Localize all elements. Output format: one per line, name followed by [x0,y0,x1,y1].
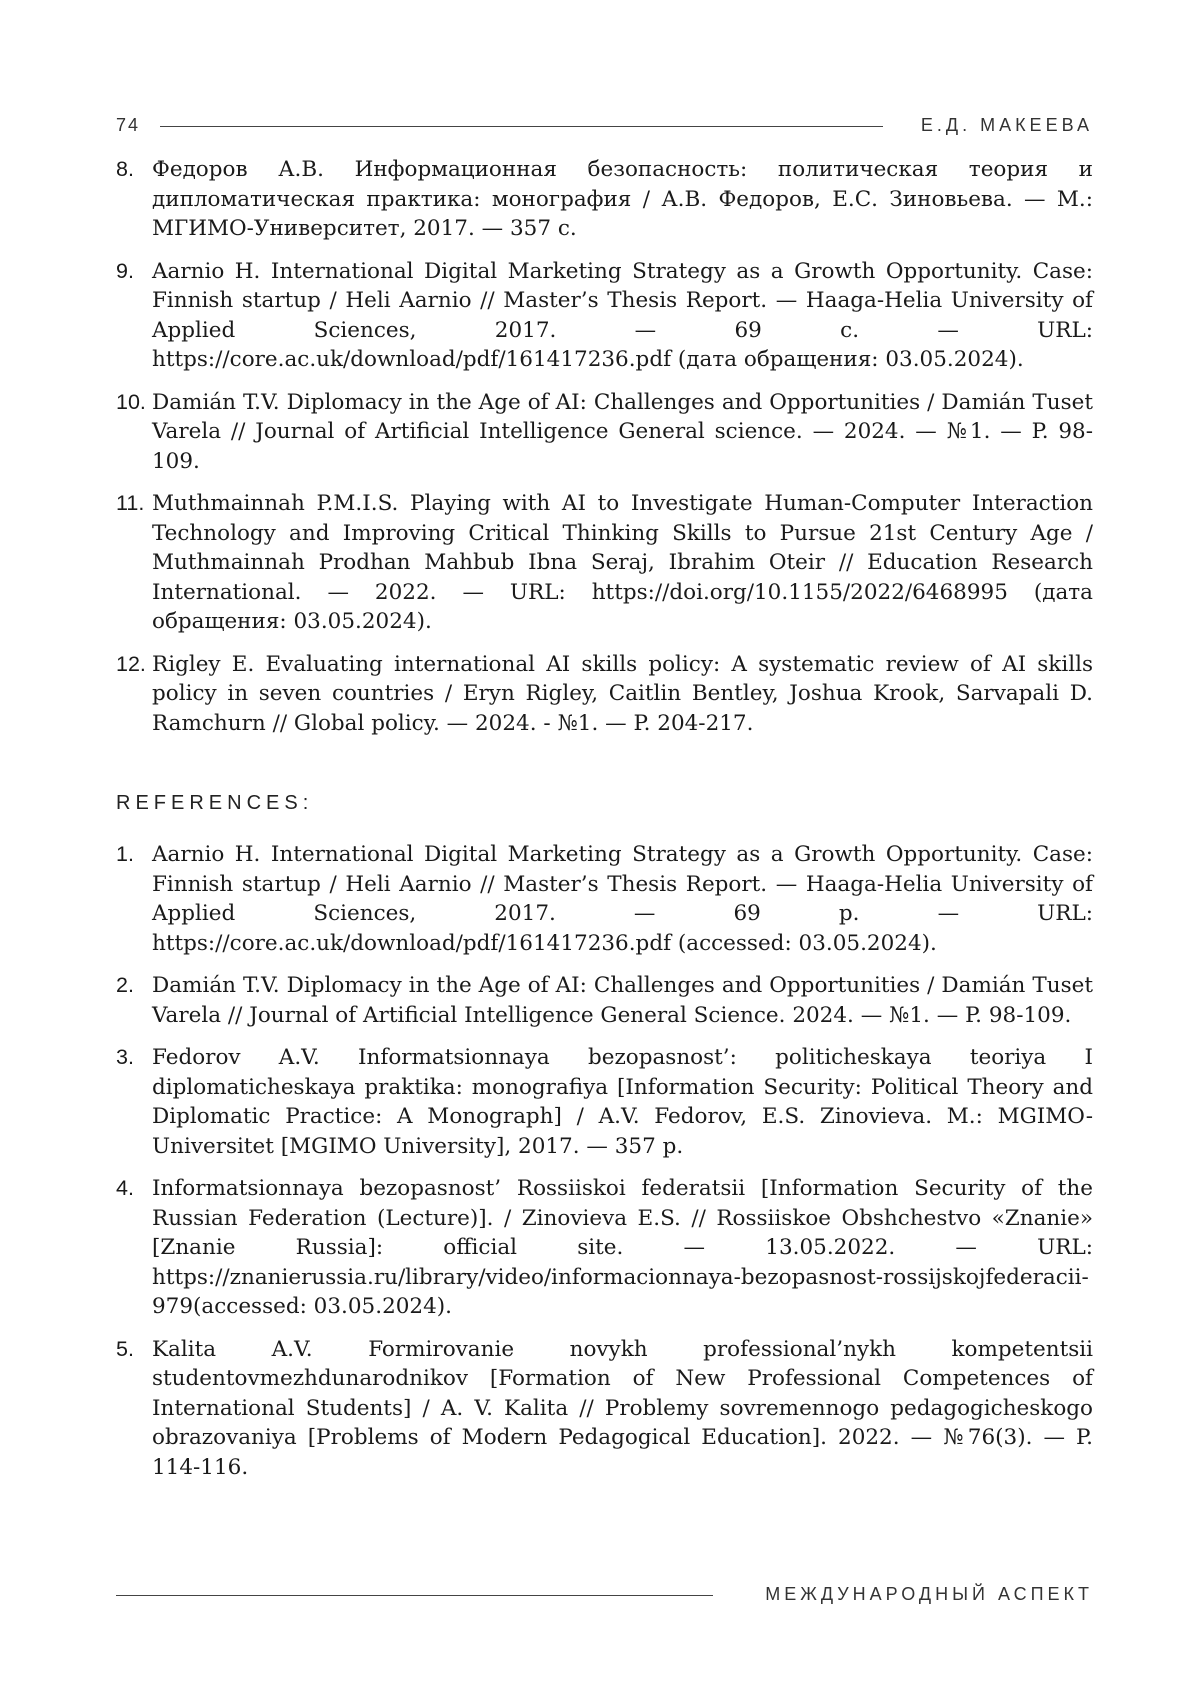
reference-text: Informatsionnaya bezopasnost’ Rossiiskoi federatsii [Information Security of the Russian Federation (Lecture)]. / Zinovieva E.S. // Rossiiskoe Obshchestvo «Znanie» [Znanie Russia]: official site. — 13.05.2022. — URL: https://znanierussia.ru/library/video/informacionnaya-bezopasnost-rossijskojfederacii-979(accessed: 03.05.2024). [152,1176,1093,1319]
reference-text: Kalita A.V. Formirovanie novykh professional’nykh kompetentsii studentovmezhdunarodnikov [Formation of New Professional Competences of International Students] / A. V. Kalita // Problemy sovremennogo pedagogicheskogo obrazovaniya [Problems of Modern Pedagogical Education]. 2022. — №76(3). — P. 114-116. [152,1336,1093,1480]
reference-item [116,1043,1093,1161]
reference-list-english [116,840,1093,1495]
references-section-title: REFERENCES: [116,792,314,814]
reference-number: 12. [116,651,146,676]
reference-number: 9. [116,258,134,283]
reference-number: 3. [116,1045,134,1069]
reference-text: Damián T.V. Diplomacy in the Age of AI: Challenges and Opportunities / Damián Tuset Varela // Journal of Artificial Intelligence General science. — 2024. — №1. — P. 98-109. [152,389,1093,474]
reference-text: Aarnio H. International Digital Marketing Strategy as a Growth Opportunity. Case: Finnish startup / Heli Aarnio // Master’s Thesis Report. — Haaga-Helia University of Applied Sciences, 2017. — 69 p. — URL: https://core.ac.uk/download/pdf/161417236.pdf (accessed: 03.05.2024). [152,842,1093,956]
reference-number: 8. [116,157,134,181]
reference-text: Aarnio H. International Digital Marketing Strategy as a Growth Opportunity. Case: Finnish startup / Heli Aarnio // Master’s Thesis Report. — Haaga-Helia University of Applied Sciences, 2017. — 69 с. — URL: https://core.ac.uk/download/pdf/161417236.pdf (дата обращения: 03.05.2024). [152,258,1093,372]
reference-item [116,388,1093,477]
reference-number: 11. [116,491,145,515]
reference-number: 10. [116,389,146,414]
reference-number: 1. [116,842,134,866]
reference-text: Федоров А.В. Информационная безопасность: политическая теория и дипломатическая практика: монография / А.В. Федоров, Е.С. Зиновьева. — М.: МГИМО-Университет, 2017. — 357 с. [152,157,1093,241]
reference-number: 2. [116,973,134,997]
reference-text: Damián T.V. Diplomacy in the Age of AI: Challenges and Opportunities / Damián Tuset Varela // Journal of Artificial Intelligence General Science. 2024. — №1. — P. 98-109. [152,973,1093,1028]
reference-item [116,1174,1093,1322]
footer-divider [116,1595,713,1596]
running-header [116,112,1093,142]
reference-list-russian [116,155,1093,751]
reference-number: 4. [116,1176,134,1200]
page-number: 74 [116,115,141,135]
reference-text: Fedorov A.V. Informatsionnaya bezopasnost’: politicheskaya teoriya I diplomaticheskaya praktika: monografiya [Information Security: Political Theory and Diplomatic Practice: A Monograph] / A.V. Fedorov, E.S. Zinovieva. M.: MGIMO-Universitet [MGIMO University], 2017. — 357 p. [152,1045,1093,1159]
reference-item [116,155,1093,244]
reference-text: Muthmainnah P.M.I.S. Playing with AI to Investigate Human-Computer Interaction Technology and Improving Critical Thinking Skills to Pursue 21st Century Age / Muthmainnah Prodhan Mahbub Ibna Seraj, Ibrahim Oteir // Education Research International. — 2022. — URL: https://doi.org/10.1155/2022/6468995 (дата обращения: 03.05.2024). [152,491,1093,634]
reference-item [116,257,1093,375]
header-divider [160,126,883,127]
running-header-author: Е.Д. МАКЕЕВА [920,115,1093,135]
reference-item [116,971,1093,1030]
reference-item [116,1335,1093,1483]
running-footer [116,1582,1093,1612]
journal-title: МЕЖДУНАРОДНЫЙ АСПЕКТ [765,1584,1093,1604]
reference-item [116,489,1093,637]
reference-item [116,650,1093,739]
reference-number: 5. [116,1336,134,1361]
reference-text: Rigley E. Evaluating international AI skills policy: A systematic review of AI skills policy in seven countries / Eryn Rigley, Caitlin Bentley, Joshua Krook, Sarvapali D. Ramchurn // Global policy. — 2024. - №1. — P. 204-217. [152,651,1093,736]
reference-item [116,840,1093,958]
